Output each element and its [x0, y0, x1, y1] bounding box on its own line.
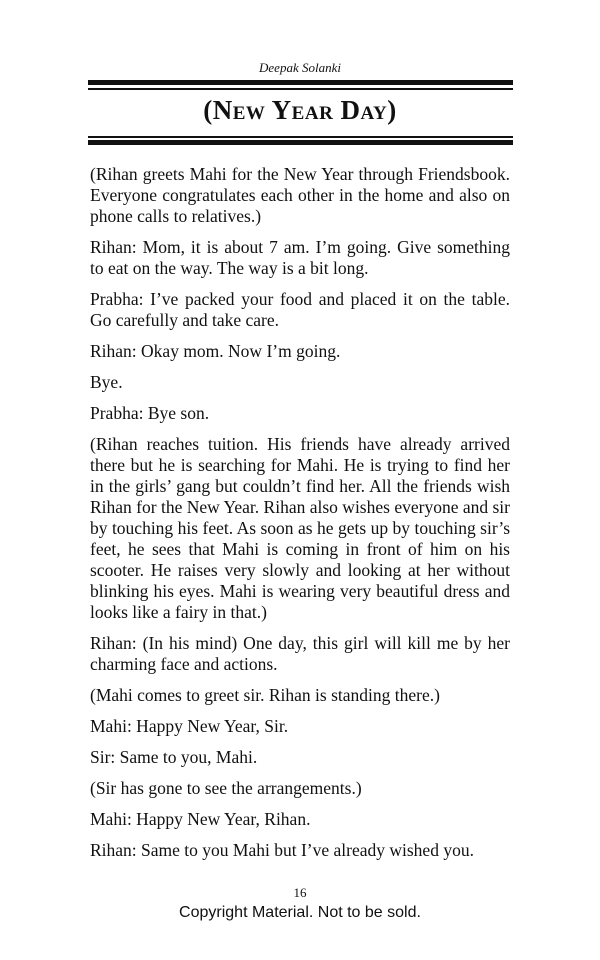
- paragraph: Mahi: Happy New Year, Rihan.: [90, 809, 311, 829]
- paragraph: (Mahi comes to greet sir. Rihan is standing there.): [90, 685, 440, 705]
- title-rule-thin: [88, 136, 513, 138]
- paragraph: Bye.: [90, 372, 123, 392]
- header-rule-thin: [88, 88, 513, 90]
- copyright-notice: Copyright Material. Not to be sold.: [179, 904, 421, 921]
- paragraph: Prabha: Bye son.: [90, 403, 210, 423]
- page-number: 16: [293, 885, 307, 900]
- paragraph: Rihan: Okay mom. Now I’m going.: [90, 341, 341, 361]
- paragraph: Sir: Same to you, Mahi.: [90, 747, 258, 767]
- header-rule-thick: [88, 80, 513, 85]
- running-header-author: Deepak Solanki: [259, 60, 341, 75]
- paragraph: (Rihan reaches tuition. His friends have already arrived there but he is searching for Mahi. He is trying to find her in the girls’ gang but couldn’t find her. All the friends wish Rihan for the New Year. Rihan also wishes everyone and sir by touching his feet. As soon as he gets up by touching sir’s feet, he sees that Mahi is coming in front of him on his scooter. He raises very slowly and looking at her without blinking his eyes. Mahi is wearing very beautiful dress and looks like a fairy in that.): [90, 434, 510, 622]
- paragraph: (Sir has gone to see the arrangements.): [90, 778, 362, 798]
- paragraph: Rihan: Mom, it is about 7 am. I’m going. Give something to eat on the way. The way is a bit long.: [90, 237, 510, 278]
- chapter-title: (New Year Day): [203, 95, 397, 125]
- title-rule-thick: [88, 140, 513, 145]
- body-text: [90, 164, 510, 871]
- paragraph: Rihan: Same to you Mahi but I’ve already wished you.: [90, 840, 474, 860]
- paragraph: (Rihan greets Mahi for the New Year through Friendsbook. Everyone congratulates each other in the home and also on phone calls to relatives.): [90, 164, 510, 226]
- paragraph: Rihan: (In his mind) One day, this girl will kill me by her charming face and actions.: [90, 633, 510, 674]
- paragraph: Mahi: Happy New Year, Sir.: [90, 716, 289, 736]
- paragraph: Prabha: I’ve packed your food and placed it on the table. Go carefully and take care.: [90, 289, 510, 330]
